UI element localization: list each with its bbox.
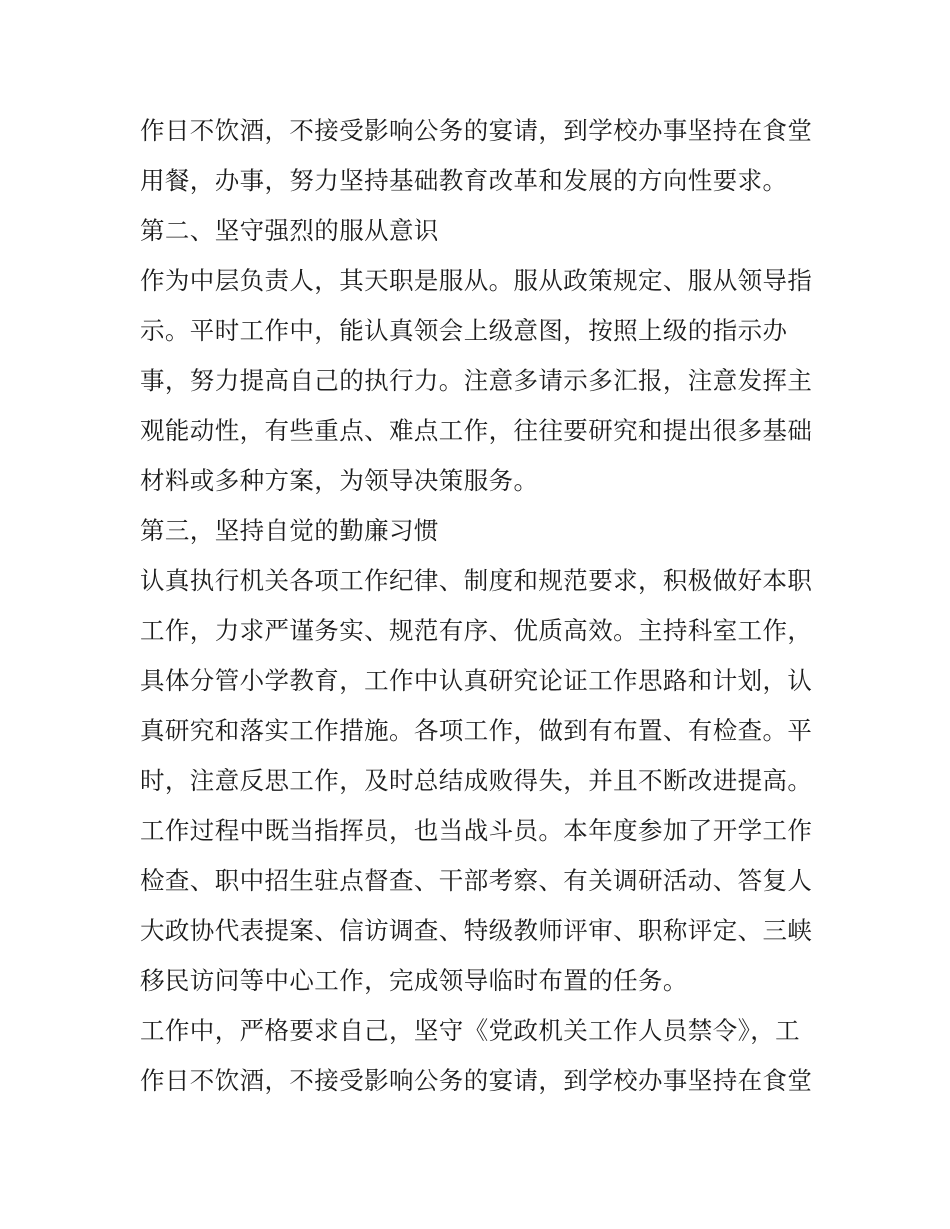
- text-line: 工作，力求严谨务实、规范有序、优质高效。主持科室工作，: [140, 616, 813, 645]
- section-heading: 第三，坚持自觉的勤廉习惯: [140, 516, 439, 545]
- text-line: 观能动性，有些重点、难点工作，往往要研究和提出很多基础: [140, 416, 813, 445]
- text-line: 移民访问等中心工作，完成领导临时布置的任务。: [140, 966, 688, 995]
- text-line: 具体分管小学教育，工作中认真研究论证工作思路和计划，认: [140, 666, 813, 695]
- text-line: 真研究和落实工作措施。各项工作，做到有布置、有检查。平: [140, 716, 813, 745]
- text-line: 事，努力提高自己的执行力。注意多请示多汇报，注意发挥主: [140, 366, 813, 395]
- text-line: 大政协代表提案、信访调查、特级教师评审、职称评定、三峡: [140, 916, 813, 945]
- text-line: 用餐，办事，努力坚持基础教育改革和发展的方向性要求。: [140, 166, 788, 195]
- text-line: 作日不饮酒，不接受影响公务的宴请，到学校办事坚持在食堂: [140, 1066, 813, 1095]
- text-line: 工作过程中既当指挥员，也当战斗员。本年度参加了开学工作: [140, 816, 813, 845]
- text-line: 作日不饮酒，不接受影响公务的宴请，到学校办事坚持在食堂: [140, 116, 813, 145]
- text-line: 示。平时工作中，能认真领会上级意图，按照上级的指示办: [140, 316, 788, 345]
- text-line: 工作中，严格要求自己，坚守《党政机关工作人员禁令》，工: [140, 1016, 801, 1045]
- text-line: 时，注意反思工作，及时总结成败得失，并且不断改进提高。: [140, 766, 813, 795]
- text-line: 认真执行机关各项工作纪律、制度和规范要求，积极做好本职: [140, 566, 813, 595]
- section-heading: 第二、坚守强烈的服从意识: [140, 216, 439, 245]
- text-line: 材料或多种方案，为领导决策服务。: [140, 466, 539, 495]
- text-line: 检查、职中招生驻点督查、干部考察、有关调研活动、答复人: [140, 866, 813, 895]
- text-line: 作为中层负责人，其天职是服从。服从政策规定、服从领导指: [140, 266, 813, 295]
